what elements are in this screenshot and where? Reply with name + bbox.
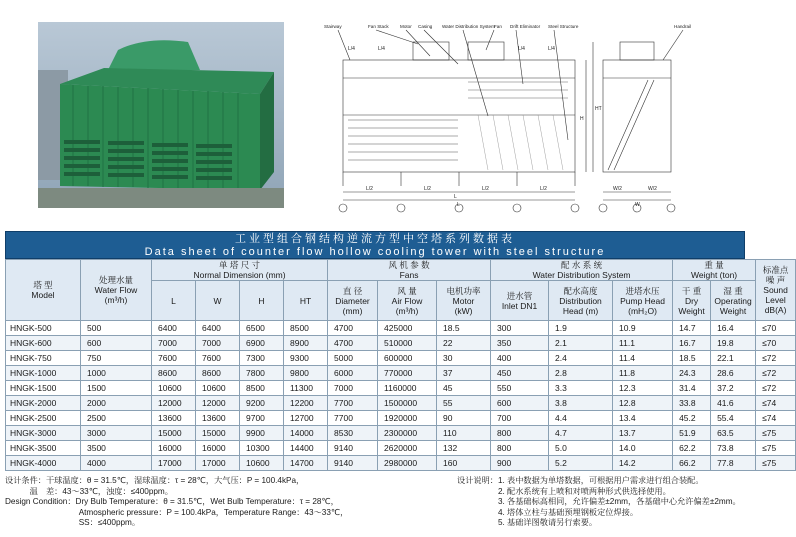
- dim-l4-2: L/4: [378, 46, 385, 52]
- label-fan-stack: Fan Stack: [368, 24, 389, 29]
- value-cell: ≤70: [756, 321, 796, 336]
- value-cell: 350: [491, 336, 549, 351]
- value-cell: 2620000: [378, 441, 437, 456]
- value-cell: 770000: [378, 366, 437, 381]
- dim-l4-1: L/4: [348, 46, 355, 52]
- value-cell: 4700: [328, 336, 378, 351]
- note-line: 设计说明：1. 表中数据为单塔数据，可根据用户需求进行组合装配。: [457, 476, 704, 485]
- value-cell: 7000: [196, 336, 240, 351]
- value-cell: 16.7: [673, 336, 711, 351]
- value-cell: 4.4: [549, 411, 613, 426]
- value-cell: 425000: [378, 321, 437, 336]
- value-cell: 17000: [152, 456, 196, 471]
- header-sound: 标准点 噪 声 Sound Level dB(A): [756, 260, 796, 321]
- note-line: Design Condition：Dry Bulb Temperature：θ = 31.5℃，Wet Bulb Temperature：τ = 28℃，: [5, 497, 339, 507]
- note-line: 4. 塔体立柱与基础预埋钢板定位焊接。: [457, 507, 639, 517]
- value-cell: 16000: [196, 441, 240, 456]
- value-cell: 1500000: [378, 396, 437, 411]
- value-cell: 10600: [196, 381, 240, 396]
- value-cell: 5.0: [549, 441, 613, 456]
- model-cell: HNGK-750: [6, 351, 81, 366]
- model-cell: HNGK-2500: [6, 411, 81, 426]
- header-operating-weight: 湿 重 Operating Weight: [711, 281, 756, 321]
- value-cell: 14.2: [613, 456, 673, 471]
- value-cell: 300: [491, 321, 549, 336]
- value-cell: 10.9: [613, 321, 673, 336]
- value-cell: 13600: [152, 411, 196, 426]
- table-title-en: Data sheet of counter flow hollow cooling tower with steel structure: [144, 246, 606, 258]
- note-line: 2. 配水系统有上喷和对喷两种形式供选择使用。: [457, 486, 671, 496]
- design-condition: [5, 476, 445, 529]
- value-cell: 1160000: [378, 381, 437, 396]
- value-cell: ≤72: [756, 366, 796, 381]
- value-cell: 1500: [81, 381, 152, 396]
- value-cell: 77.8: [711, 456, 756, 471]
- value-cell: 7000: [152, 336, 196, 351]
- value-cell: 800: [491, 426, 549, 441]
- note-line: 3. 各基础标高相同，允许偏差±2mm，各基础中心允许偏差±2mm。: [457, 497, 741, 507]
- value-cell: 12700: [284, 411, 328, 426]
- model-cell: HNGK-1500: [6, 381, 81, 396]
- value-cell: 2.8: [549, 366, 613, 381]
- value-cell: 9200: [240, 396, 284, 411]
- value-cell: 800: [491, 441, 549, 456]
- value-cell: 14400: [284, 441, 328, 456]
- value-cell: 7600: [152, 351, 196, 366]
- value-cell: 14.7: [673, 321, 711, 336]
- model-cell: HNGK-500: [6, 321, 81, 336]
- value-cell: 3.3: [549, 381, 613, 396]
- value-cell: 45.2: [673, 411, 711, 426]
- value-cell: 510000: [378, 336, 437, 351]
- value-cell: ≤70: [756, 336, 796, 351]
- value-cell: 11300: [284, 381, 328, 396]
- note-line: 设计条件：干球温度：θ = 31.5℃，湿球温度：τ = 28℃，大气压：P = 100.4kPa，: [5, 476, 305, 485]
- value-cell: 10300: [240, 441, 284, 456]
- value-cell: 6400: [152, 321, 196, 336]
- table-row: [6, 441, 796, 456]
- tower-elevation-drawing: [318, 20, 718, 216]
- value-cell: 16000: [152, 441, 196, 456]
- label-casing: Casing: [418, 24, 433, 29]
- header-h: H: [240, 281, 284, 321]
- value-cell: 22.1: [711, 351, 756, 366]
- value-cell: 55: [437, 396, 491, 411]
- header-pump-head: 进塔水压 Pump Head (mH₂O): [613, 281, 673, 321]
- value-cell: 1.9: [549, 321, 613, 336]
- value-cell: 450: [491, 366, 549, 381]
- header-water-distribution: 配 水 系 统 Water Distribution System: [491, 260, 673, 281]
- value-cell: 2300000: [378, 426, 437, 441]
- value-cell: 1920000: [378, 411, 437, 426]
- value-cell: 63.5: [711, 426, 756, 441]
- value-cell: 9900: [240, 426, 284, 441]
- value-cell: 8500: [284, 321, 328, 336]
- value-cell: 3500: [81, 441, 152, 456]
- value-cell: 22: [437, 336, 491, 351]
- note-line: SS：≤400ppm。: [5, 518, 141, 528]
- elevation-svg: [318, 20, 718, 216]
- value-cell: 7600: [196, 351, 240, 366]
- value-cell: 12000: [152, 396, 196, 411]
- header-motor: 电机功率 Motor (kW): [437, 281, 491, 321]
- value-cell: 8600: [152, 366, 196, 381]
- value-cell: 30: [437, 351, 491, 366]
- design-notes: [5, 476, 745, 534]
- value-cell: 66.2: [673, 456, 711, 471]
- value-cell: 11.1: [613, 336, 673, 351]
- value-cell: 132: [437, 441, 491, 456]
- header-airflow: 风 量 Air Flow (m³/h): [378, 281, 437, 321]
- value-cell: 600: [491, 396, 549, 411]
- note-line: Atmospheric pressure：P = 100.4kPa，Temperature Range：43～33℃，: [5, 507, 349, 517]
- value-cell: 600: [81, 336, 152, 351]
- value-cell: 4000: [81, 456, 152, 471]
- model-cell: HNGK-2000: [6, 396, 81, 411]
- header-ht: HT: [284, 281, 328, 321]
- value-cell: 62.2: [673, 441, 711, 456]
- dim-l2-3: L/2: [482, 186, 489, 192]
- value-cell: 3.8: [549, 396, 613, 411]
- model-cell: HNGK-1000: [6, 366, 81, 381]
- value-cell: 7300: [240, 351, 284, 366]
- table-row: [6, 456, 796, 471]
- value-cell: 14700: [284, 456, 328, 471]
- value-cell: 17000: [196, 456, 240, 471]
- value-cell: 37.2: [711, 381, 756, 396]
- dim-l-upper: L: [454, 194, 457, 200]
- value-cell: 8500: [240, 381, 284, 396]
- value-cell: 14000: [284, 426, 328, 441]
- value-cell: 4700: [328, 321, 378, 336]
- value-cell: 6400: [196, 321, 240, 336]
- table-row: [6, 396, 796, 411]
- value-cell: ≤74: [756, 396, 796, 411]
- label-motor: Motor: [400, 24, 412, 29]
- model-cell: HNGK-600: [6, 336, 81, 351]
- value-cell: 600000: [378, 351, 437, 366]
- value-cell: 7800: [240, 366, 284, 381]
- cooling-tower-image: [38, 22, 284, 208]
- table-row: [6, 351, 796, 366]
- value-cell: 55.4: [711, 411, 756, 426]
- value-cell: 2980000: [378, 456, 437, 471]
- table-row: [6, 336, 796, 351]
- value-cell: 24.3: [673, 366, 711, 381]
- table-row: [6, 411, 796, 426]
- header-diameter: 直 径 Diameter (mm): [328, 281, 378, 321]
- note-line: 温 差：43～33℃，浊度：≤400ppm。: [5, 486, 173, 496]
- table-row: [6, 381, 796, 396]
- header-dimension: 单 塔 尺 寸 Normal Dimension (mm): [152, 260, 328, 281]
- dim-h: H: [580, 116, 584, 122]
- dim-w: W: [635, 202, 640, 208]
- header-model: 塔 型 Model: [6, 260, 81, 321]
- header-distribution-head: 配水高度 Distribution Head (m): [549, 281, 613, 321]
- value-cell: 31.4: [673, 381, 711, 396]
- header-l: L: [152, 281, 196, 321]
- value-cell: 2.1: [549, 336, 613, 351]
- value-cell: 6900: [240, 336, 284, 351]
- value-cell: ≤72: [756, 351, 796, 366]
- value-cell: 14.0: [613, 441, 673, 456]
- value-cell: 90: [437, 411, 491, 426]
- value-cell: 12200: [284, 396, 328, 411]
- dim-l-lower: L: [457, 202, 460, 208]
- value-cell: 13.4: [613, 411, 673, 426]
- label-fan: Fan: [494, 24, 502, 29]
- value-cell: 400: [491, 351, 549, 366]
- dim-l4-4: L/4: [548, 46, 555, 52]
- value-cell: 6500: [240, 321, 284, 336]
- value-cell: 11.4: [613, 351, 673, 366]
- value-cell: 8900: [284, 336, 328, 351]
- header-dry-weight: 干 重 Dry Weight: [673, 281, 711, 321]
- dim-l4-3: L/4: [518, 46, 525, 52]
- data-sheet: [5, 231, 789, 471]
- value-cell: 9140: [328, 441, 378, 456]
- value-cell: 73.8: [711, 441, 756, 456]
- value-cell: 2000: [81, 396, 152, 411]
- table-title-bar: [5, 231, 745, 259]
- cooling-tower-photo: [38, 22, 284, 208]
- value-cell: 500: [81, 321, 152, 336]
- label-handrail: Handrail: [674, 24, 692, 29]
- value-cell: 8530: [328, 426, 378, 441]
- model-cell: HNGK-3000: [6, 426, 81, 441]
- table-title-cn: 工业型组合钢结构逆流方型中空塔系列数据表: [235, 233, 515, 245]
- value-cell: 9300: [284, 351, 328, 366]
- value-cell: 10600: [152, 381, 196, 396]
- value-cell: ≤74: [756, 411, 796, 426]
- design-instructions: [457, 476, 747, 529]
- value-cell: 12.8: [613, 396, 673, 411]
- dim-ht: HT: [595, 106, 602, 112]
- dim-l2-1: L/2: [366, 186, 373, 192]
- value-cell: 6000: [328, 366, 378, 381]
- value-cell: 550: [491, 381, 549, 396]
- value-cell: ≤75: [756, 456, 796, 471]
- label-steel-structure: Steel Structure: [548, 24, 579, 29]
- label-stairway: Stairway: [324, 24, 342, 29]
- header-flow: 处理水量 Water Flow (m³/h): [81, 260, 152, 321]
- table-body: [6, 321, 796, 471]
- spec-table: [5, 259, 796, 471]
- table-row: [6, 321, 796, 336]
- value-cell: 5.2: [549, 456, 613, 471]
- value-cell: ≤75: [756, 441, 796, 456]
- header-weight: 重 量 Weight (ton): [673, 260, 756, 281]
- value-cell: ≤72: [756, 381, 796, 396]
- value-cell: 4.7: [549, 426, 613, 441]
- model-cell: HNGK-3500: [6, 441, 81, 456]
- dim-l2-4: L/2: [540, 186, 547, 192]
- value-cell: 11.8: [613, 366, 673, 381]
- value-cell: 7700: [328, 411, 378, 426]
- value-cell: 750: [81, 351, 152, 366]
- value-cell: 9700: [240, 411, 284, 426]
- value-cell: 110: [437, 426, 491, 441]
- value-cell: 2500: [81, 411, 152, 426]
- value-cell: 19.8: [711, 336, 756, 351]
- header-fans: 风 机 参 数 Fans: [328, 260, 491, 281]
- dim-l2-2: L/2: [424, 186, 431, 192]
- label-drift-eliminator: Drift Eliminator: [510, 24, 541, 29]
- value-cell: 51.9: [673, 426, 711, 441]
- value-cell: 28.6: [711, 366, 756, 381]
- table-row: [6, 426, 796, 441]
- value-cell: 13.7: [613, 426, 673, 441]
- value-cell: 18.5: [673, 351, 711, 366]
- value-cell: 16.4: [711, 321, 756, 336]
- note-line: 5. 基础详图敬请另行索要。: [457, 518, 598, 528]
- label-water-distribution: Water Distribution System: [442, 24, 495, 29]
- value-cell: 15000: [152, 426, 196, 441]
- value-cell: 7000: [328, 381, 378, 396]
- value-cell: 5000: [328, 351, 378, 366]
- value-cell: 2.4: [549, 351, 613, 366]
- value-cell: 10600: [240, 456, 284, 471]
- value-cell: 18.5: [437, 321, 491, 336]
- value-cell: 7700: [328, 396, 378, 411]
- table-row: [6, 366, 796, 381]
- header-inlet: 进水管 Inlet DN1: [491, 281, 549, 321]
- model-cell: HNGK-4000: [6, 456, 81, 471]
- value-cell: 13600: [196, 411, 240, 426]
- value-cell: 12.3: [613, 381, 673, 396]
- value-cell: ≤75: [756, 426, 796, 441]
- header-w: W: [196, 281, 240, 321]
- value-cell: 160: [437, 456, 491, 471]
- value-cell: 41.6: [711, 396, 756, 411]
- dim-w2-2: W/2: [648, 186, 657, 192]
- value-cell: 700: [491, 411, 549, 426]
- value-cell: 15000: [196, 426, 240, 441]
- dim-w2-1: W/2: [613, 186, 622, 192]
- value-cell: 45: [437, 381, 491, 396]
- value-cell: 900: [491, 456, 549, 471]
- value-cell: 9800: [284, 366, 328, 381]
- value-cell: 9140: [328, 456, 378, 471]
- value-cell: 33.8: [673, 396, 711, 411]
- value-cell: 3000: [81, 426, 152, 441]
- value-cell: 12000: [196, 396, 240, 411]
- value-cell: 37: [437, 366, 491, 381]
- value-cell: 1000: [81, 366, 152, 381]
- value-cell: 8600: [196, 366, 240, 381]
